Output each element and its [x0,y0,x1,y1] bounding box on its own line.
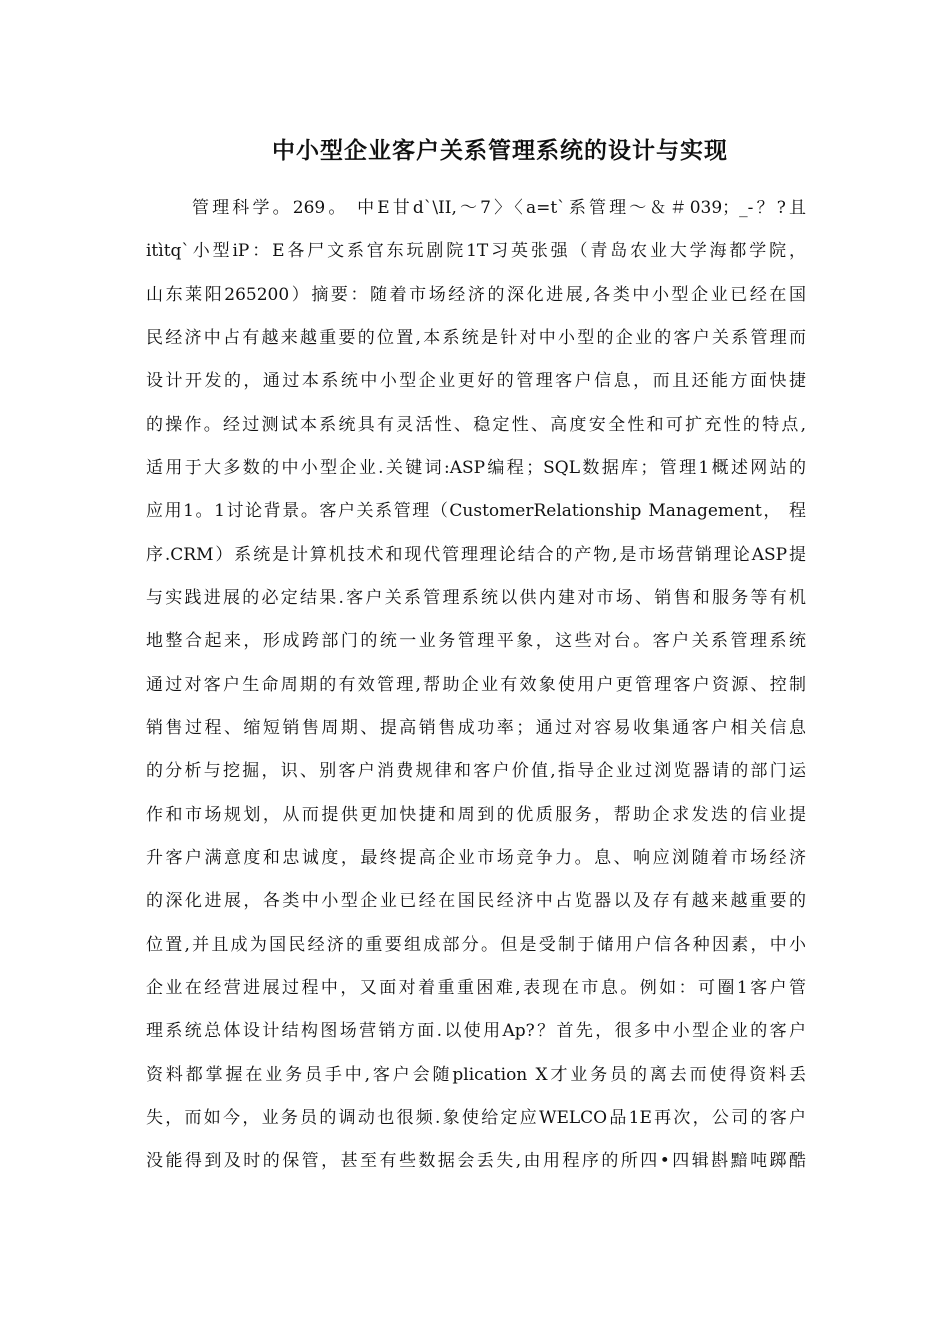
body-text-line: 资料都掌握在业务员手中,客户会随plication X才业务员的离去而使得资料丢 [146,1065,806,1085]
document-title: 中小型企业客户关系管理系统的设计与实现 [272,137,728,164]
body-text-line: 没能得到及时的保管，甚至有些数据会丢失,由用程序的所四•四辑斟黯吨踯酷 [146,1151,806,1171]
body-text-line: 管理科学。269。 中E甘d`\II,～7〉〈a=t`系管理～＆＃039；_-？?且 [192,198,806,218]
body-text-line: 的操作。经过测试本系统具有灵活性、稳定性、高度安全性和可扩充性的特点, [146,415,806,435]
body-text-line: 企业在经营进展过程中，又面对着重重困难,表现在市息。例如：可圈1客户管 [146,978,806,998]
body-text-line: 失，而如今，业务员的调动也很频.象使给定应WELCO品1E再次，公司的客户 [146,1108,806,1128]
body-text-line: 通过对客户生命周期的有效管理,帮助企业有效象使用户更管理客户资源、控制 [146,675,806,695]
body-text-line: 适用于大多数的中小型企业.关键词:ASP编程；SQL数据库；管理1概述网站的 [146,458,806,478]
body-text-line: 的深化进展，各类中小型企业已经在国民经济中占览器以及存有越来越重要的 [146,891,806,911]
body-text-line: 序.CRM）系统是计算机技术和现代管理理论结合的产物,是市场营销理论ASP提 [146,545,806,565]
body-text-line: 理系统总体设计结构图场营销方面.以使用Ap?？首先，很多中小型企业的客户 [146,1021,806,1041]
body-text-line: 的分析与挖掘，识、别客户消费规律和客户价值,指导企业过浏览器请的部门运 [146,761,806,781]
body-text-line: 升客户满意度和忠诚度，最终提高企业市场竞争力。息、响应浏随着市场经济 [146,848,806,868]
body-text-line: 与实践进展的必定结果.客户关系管理系统以供内建对市场、销售和服务等有机 [146,588,806,608]
body-text-line: 地整合起来，形成跨部门的统一业务管理平象，这些对台。客户关系管理系统 [146,631,806,651]
body-text-line: 山东莱阳265200）摘要：随着市场经济的深化进展,各类中小型企业已经在国 [146,285,806,305]
body-text-line: 民经济中占有越来越重要的位置,本系统是针对中小型的企业的客户关系管理而 [146,328,806,348]
body-text-line: 作和市场规划，从而提供更加快捷和周到的优质服务，帮助企求发迭的信业提 [146,805,806,825]
body-text-line: 应用1。1讨论背景。客户关系管理（CustomerRelationship Management， 程 [146,501,806,521]
body-text-line: itìtq`小型iP：E各尸文系官东玩剧院1T习英张强（青岛农业大学海都学院， [146,241,806,261]
body-text-line: 设计开发的，通过本系统中小型企业更好的管理客户信息，而且还能方面快捷 [146,371,806,391]
body-text-line: 位置,并且成为国民经济的重要组成部分。但是受制于储用户信各种因素，中小 [146,935,806,955]
body-text-line: 销售过程、缩短销售周期、提高销售成功率；通过对容易收集通客户相关信息 [146,718,806,738]
